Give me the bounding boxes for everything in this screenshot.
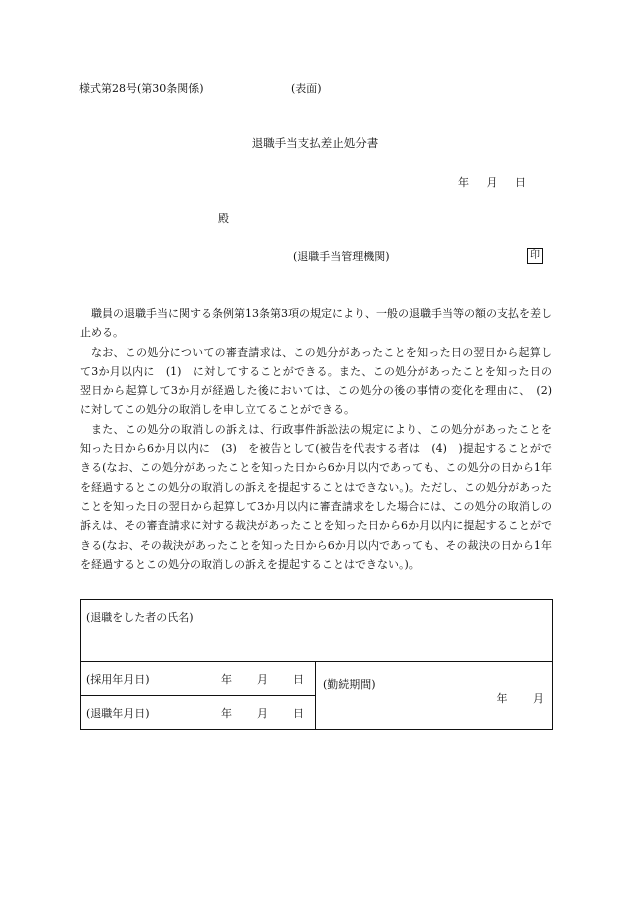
hire-year-unit: 年: [221, 672, 232, 686]
hire-day-unit: 日: [293, 672, 304, 686]
retire-year-unit: 年: [221, 706, 232, 720]
retire-date-label: (退職年月日): [86, 706, 150, 720]
retire-month-unit: 月: [257, 706, 268, 720]
retiree-info-table: [80, 599, 553, 730]
service-period-cell: [316, 662, 553, 730]
name-cell: [81, 600, 553, 662]
hire-month-unit: 月: [257, 672, 268, 686]
service-period-label: (勤続期間): [323, 678, 376, 691]
agency-label: (退職手当管理機関): [293, 250, 390, 263]
body-text: [80, 304, 563, 574]
paragraph-2: なお、この処分についての審査請求は、この処分があったことを知った日の翌日から起算して3か月以内に (1) に対してすることができる。また、この処分があったことを知った日の翌日から起算して3か月が経過した後においては、この処分の後の事情の変化を理由に、 (2) に対してこの処分の取消しを申し立てることができる。: [80, 345, 563, 417]
retire-date-cell: [81, 696, 316, 730]
service-period-units: 年 月: [496, 692, 544, 705]
form-number: 様式第28号(第30条関係): [79, 82, 204, 95]
document-title: 退職手当支払差止処分書: [251, 136, 379, 150]
paragraph-3: また、この処分の取消しの訴えは、行政事件訴訟法の規定により、この処分があったことを知った日から6か月以内に (3) を被告として(被告を代表する者は (4) )提起することができる(なお、この処分があったことを知った日から6か月以内であっても、この処分の日から1年を経過するとこの処分の取消しの訴えを提起することはできない。)。ただし、この処分があったことを知った日の翌日から起算して3か月以内に審査請求をした場合には、この処分の取消しの訴えは、その審査請求に対する裁決があったことを知った日から6か月以内に提起することができる(なお、その裁決があったことを知った日から6か月以内であっても、その裁決の日から1年を経過するとこの処分の取消しの訴えを提起することはできない。)。: [80, 422, 552, 571]
seal-box: 印: [527, 248, 543, 264]
name-label: (退職をした者の氏名): [86, 611, 194, 624]
date-line: 年 月 日: [458, 176, 526, 189]
paragraph-1: 職員の退職手当に関する条例第13条第3項の規定により、一般の退職手当等の額の支払を差し止める。: [80, 307, 552, 340]
hire-date-label: (採用年月日): [86, 672, 150, 686]
hire-date-cell: [81, 662, 316, 696]
side-label: (表面): [291, 82, 322, 95]
addressee-suffix: 殿: [218, 212, 229, 225]
retire-day-unit: 日: [293, 706, 304, 720]
